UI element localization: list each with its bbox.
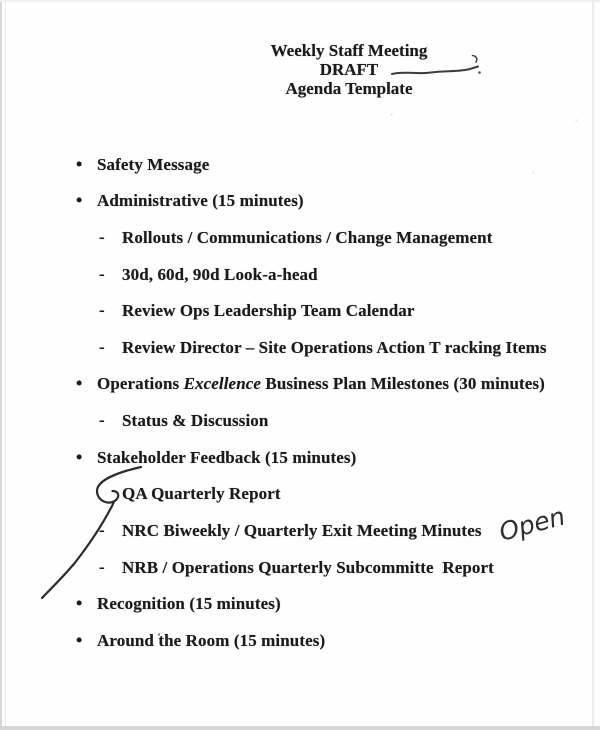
agenda-item-label: NRC Biweekly / Quarterly Exit Meeting Minutes xyxy=(122,520,482,540)
bullet-marker: • xyxy=(76,446,83,467)
page-top-edge-line xyxy=(0,0,600,2)
handwritten-open-note: Open xyxy=(496,501,569,547)
title-line-2-draft: DRAFT xyxy=(319,59,379,79)
bullet-marker: • xyxy=(76,593,83,614)
title-line-3: Agenda Template xyxy=(285,78,413,98)
dash-marker: - xyxy=(99,410,105,430)
agenda-item-label: Safety Message xyxy=(97,154,210,174)
agenda-item xyxy=(0,586,600,623)
bullet-marker: • xyxy=(76,190,83,211)
bullet-marker: • xyxy=(76,153,83,174)
dash-marker: - xyxy=(99,337,105,357)
page-bottom-edge-line xyxy=(0,726,600,730)
label-prefix: Operations xyxy=(97,374,184,394)
agenda-item xyxy=(0,476,600,513)
agenda-item xyxy=(0,549,600,586)
dash-marker: - xyxy=(99,264,105,284)
dash-marker: - xyxy=(99,557,105,577)
agenda-item xyxy=(0,513,600,550)
label-suffix: Business Plan Milestones (30 minutes) xyxy=(261,374,545,394)
agenda-item-label: Administrative (15 minutes) xyxy=(97,191,304,211)
agenda-item xyxy=(0,293,600,330)
agenda-item xyxy=(0,330,600,367)
handwritten-tick-mark xyxy=(473,56,477,63)
scan-speckle xyxy=(390,113,393,116)
agenda-item xyxy=(0,439,600,476)
bullet-marker: • xyxy=(76,373,83,394)
agenda-item-label: QA Quarterly Report xyxy=(122,484,281,504)
agenda-item-label xyxy=(97,374,545,394)
agenda-item xyxy=(0,256,600,293)
agenda-item xyxy=(0,220,600,257)
agenda-item xyxy=(0,366,600,403)
dash-marker: - xyxy=(99,520,105,540)
agenda-item-label: Rollouts / Communications / Change Management xyxy=(122,228,493,248)
agenda-item-label: NRB / Operations Quarterly Subcommitte Report xyxy=(122,557,494,577)
document-title-block xyxy=(228,42,470,98)
agenda-item-label: 30d, 60d, 90d Look-a-head xyxy=(122,264,318,284)
dash-marker: - xyxy=(99,300,105,320)
agenda-item xyxy=(0,622,600,659)
agenda-item-label: Stakeholder Feedback (15 minutes) xyxy=(97,447,357,467)
agenda-item-label: Recognition (15 minutes) xyxy=(97,594,281,614)
agenda-item xyxy=(0,183,600,220)
bullet-marker: • xyxy=(76,629,83,650)
title-line-1: Weekly Staff Meeting xyxy=(270,41,428,60)
agenda-item-label: Around the Room (15 minutes) xyxy=(97,630,326,650)
agenda-item-label: Review Ops Leadership Team Calendar xyxy=(122,301,415,321)
scan-speckle xyxy=(575,119,578,122)
agenda-item xyxy=(0,403,600,440)
agenda-item-label: Review Director – Site Operations Action T racking Items xyxy=(122,337,547,357)
label-italic-word: Excellence xyxy=(183,374,262,394)
agenda-item-label: Status & Discussion xyxy=(122,411,269,431)
dash-marker: - xyxy=(99,227,105,247)
agenda-item xyxy=(0,147,600,184)
handwritten-ink-dot xyxy=(478,71,481,74)
agenda-list xyxy=(0,147,600,660)
